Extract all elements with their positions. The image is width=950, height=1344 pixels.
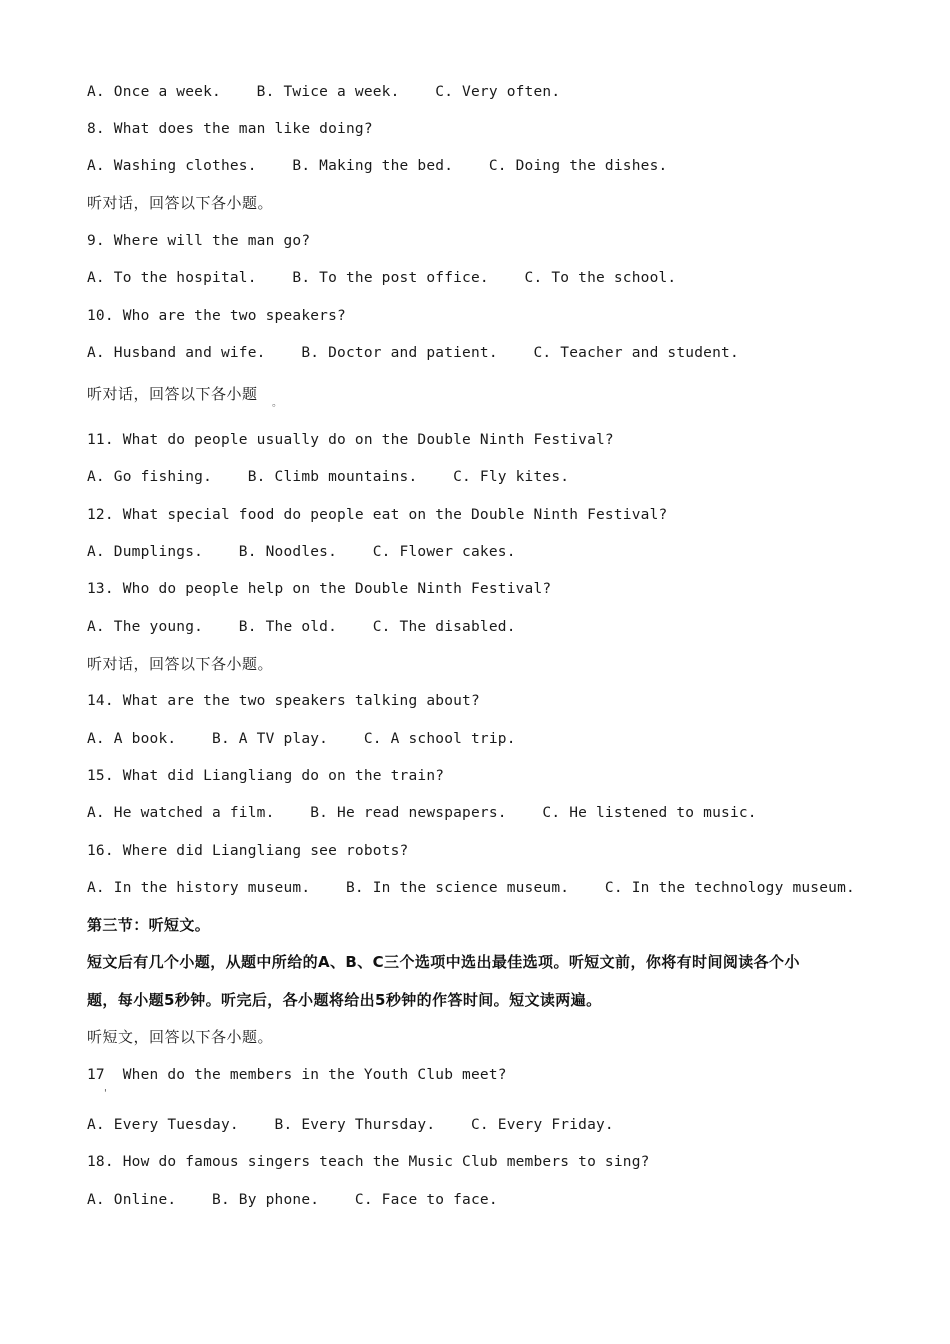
q11-question: 11. What do people usually do on the Double Ninth Festival? <box>87 432 614 448</box>
q8-question: 8. What does the man like doing? <box>87 121 373 137</box>
q14-question: 14. What are the two speakers talking about? <box>87 693 480 709</box>
q17-question: 17 When do the members in the Youth Club meet? <box>87 1067 507 1083</box>
instruction-dialogue: 听对话，回答以下各小题。 <box>87 655 274 673</box>
period-mark: 。 <box>272 398 282 409</box>
q15-question: 15. What did Liangliang do on the train? <box>87 768 445 784</box>
q15-options: A. He watched a film. B. He read newspapers. C. He listened to music. <box>87 805 757 821</box>
q9-question: 9. Where will the man go? <box>87 233 311 249</box>
q13-question: 13. Who do people help on the Double Ninth Festival? <box>87 581 552 597</box>
q17-options: A. Every Tuesday. B. Every Thursday. C. Every Friday. <box>87 1117 614 1133</box>
q18-options: A. Online. B. By phone. C. Face to face. <box>87 1192 498 1208</box>
q9-options: A. To the hospital. B. To the post office. C. To the school. <box>87 270 677 286</box>
q13-options: A. The young. B. The old. C. The disabled. <box>87 619 516 635</box>
q10-question: 10. Who are the two speakers? <box>87 308 346 324</box>
dot-mark: ' <box>104 1088 107 1099</box>
instruction-dialogue: 听对话，回答以下各小题。 <box>87 194 274 212</box>
q10-options: A. Husband and wife. B. Doctor and patient. C. Teacher and student. <box>87 345 739 361</box>
section3-heading: 第三节：听短文。 <box>87 916 211 934</box>
q12-question: 12. What special food do people eat on the Double Ninth Festival? <box>87 507 668 523</box>
q7-options: A. Once a week. B. Twice a week. C. Very often. <box>87 84 561 100</box>
q18-question: 18. How do famous singers teach the Music Club members to sing? <box>87 1154 650 1170</box>
section3-instruction-line2: 题，每小题5秒钟。听完后，各小题将给出5秒钟的作答时间。短文读两遍。 <box>87 991 602 1009</box>
q11-options: A. Go fishing. B. Climb mountains. C. Fly kites. <box>87 469 570 485</box>
q16-options: A. In the history museum. B. In the science museum. C. In the technology museum. <box>87 880 855 896</box>
q12-options: A. Dumplings. B. Noodles. C. Flower cakes. <box>87 544 516 560</box>
section3-instruction-line1: 短文后有几个小题，从题中所给的A、B、C三个选项中选出最佳选项。听短文前，你将有时间阅读各个小 <box>87 953 800 971</box>
instruction-passage: 听短文，回答以下各小题。 <box>87 1028 274 1046</box>
q8-options: A. Washing clothes. B. Making the bed. C. Doing the dishes. <box>87 158 668 174</box>
q14-options: A. A book. B. A TV play. C. A school trip. <box>87 731 516 747</box>
instruction-dialogue: 听对话，回答以下各小题 <box>87 385 258 403</box>
q16-question: 16. Where did Liangliang see robots? <box>87 843 409 859</box>
